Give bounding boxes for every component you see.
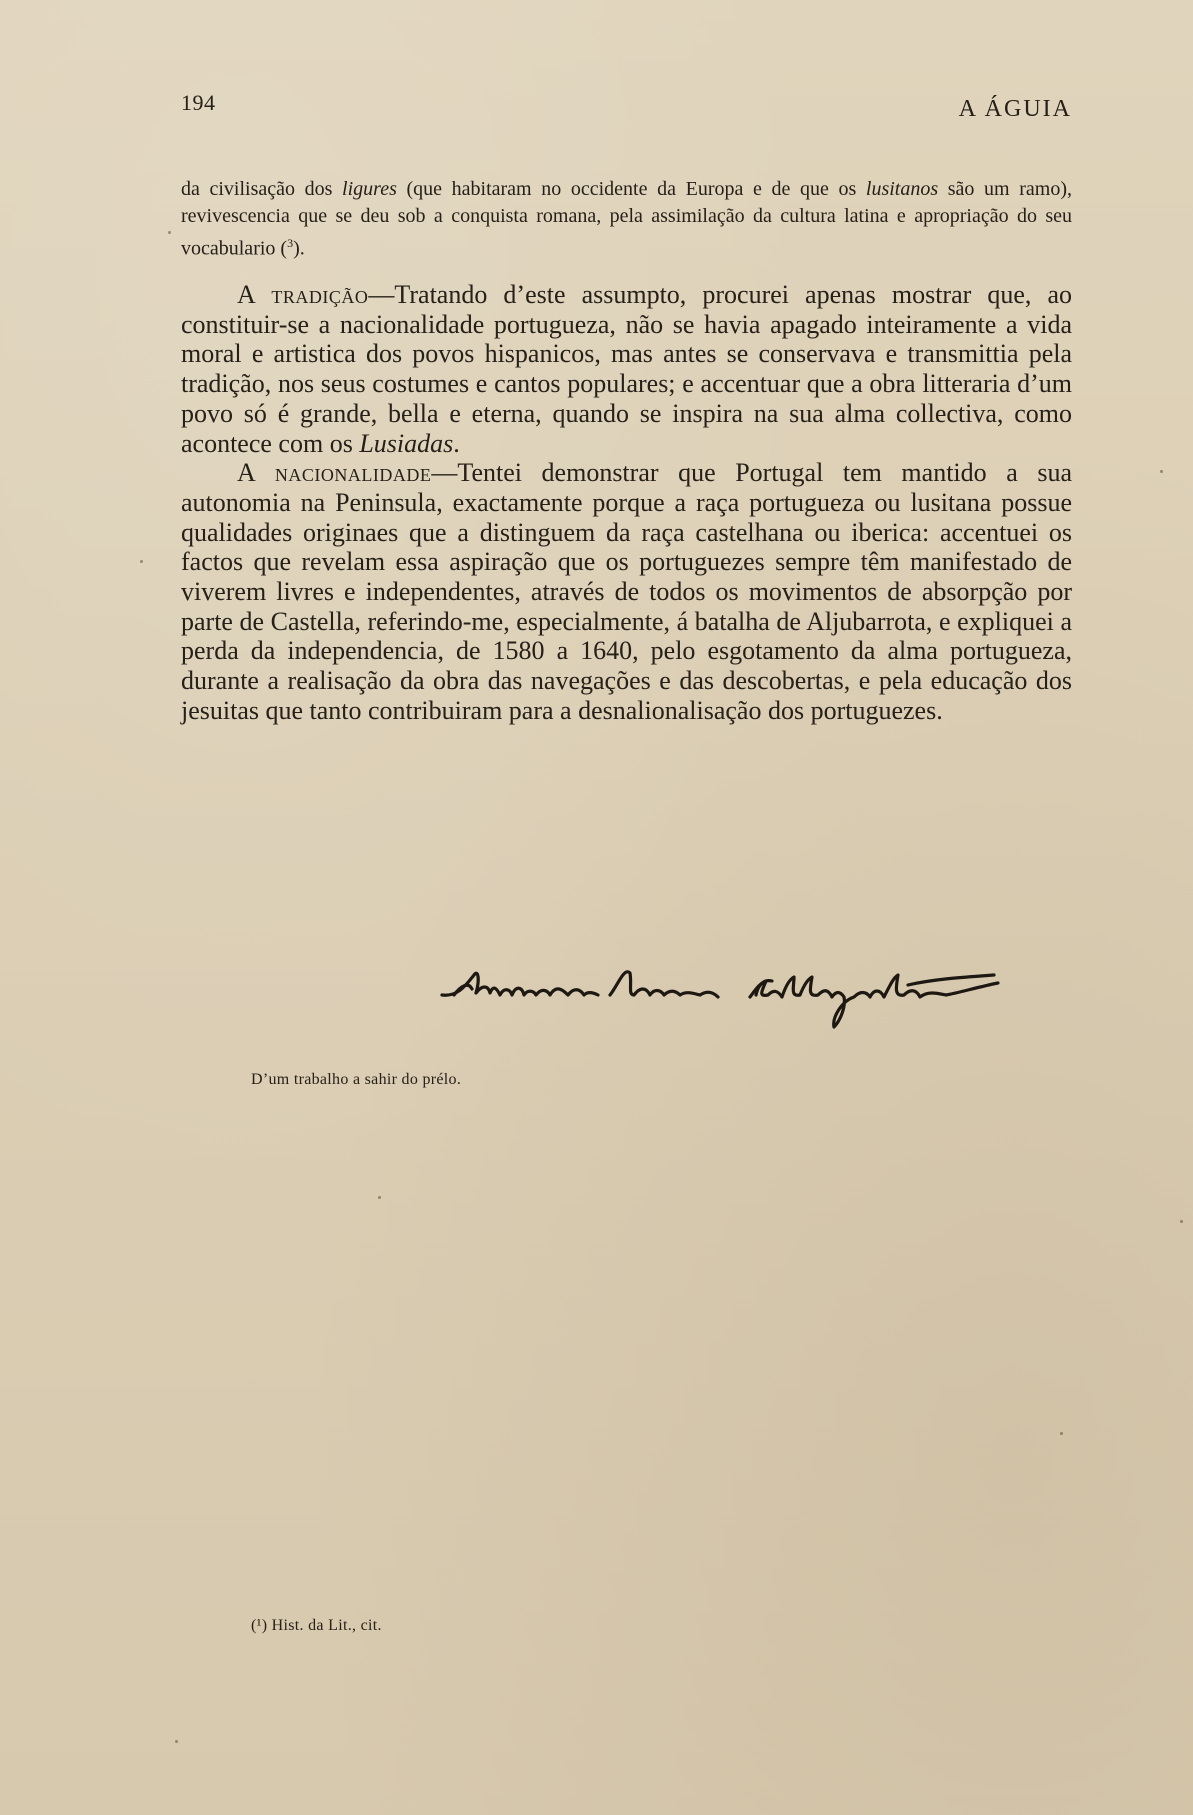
heading-nacionalidade: A nacionalidade xyxy=(237,458,432,488)
footnote-marker: (¹) xyxy=(251,1617,268,1634)
intro-ligures: ligures xyxy=(342,178,397,200)
paper-speck xyxy=(140,560,143,563)
intro-text-post: são um ramo), revivescencia que se deu sob a conquista romana, pela assimilação da cultura latina e apropriação do seu vocabulario ( xyxy=(181,178,1072,260)
paper-speck xyxy=(1060,1432,1063,1435)
intro-footnote-ref: 3 xyxy=(287,236,294,250)
body-nacionalidade: —Tentei demonstrar que Portugal tem mantido a sua autonomia na Peninsula, exactamente porque a raça portugueza ou lusitana possue qualidades originaes que a distinguem da raça castelhana ou iberica: accentuei os factos que revelam essa aspiração que os portuguezes sempre têm manifestado de viverem livres e independentes, através de todos os movimentos de absorpção por parte de Castella, referindo-me, especialmente, á batalha de Aljubarrota, e expliquei a perda da independencia, de 1580 a 1640, pelo esgotamento da alma portugueza, durante a realisação da obra das navegações e das descobertas, e pela educação dos jesuitas que tanto contribuiram para a desnalionalisação dos portuguezes. xyxy=(181,458,1072,725)
page-number: 194 xyxy=(181,90,216,115)
paragraph-tradicao xyxy=(181,280,1072,458)
main-text xyxy=(181,280,1072,726)
intro-lusitanos: lusitanos xyxy=(865,178,939,200)
paragraph-nacionalidade xyxy=(181,458,1072,725)
credit-note: D’um trabalho a sahir do prélo. xyxy=(251,1071,462,1088)
intro-text-pre: da civilisação dos xyxy=(181,178,343,200)
paper-speck xyxy=(168,231,171,234)
running-head: A ÁGUIA xyxy=(958,96,1072,122)
heading-tradicao: A tradição xyxy=(237,280,369,309)
intro-text-end: ). xyxy=(293,237,305,260)
footnote-text: Hist. da Lit., cit. xyxy=(267,1617,382,1634)
emph-lusiadas: Lusiadas xyxy=(359,428,454,458)
footnote xyxy=(251,1617,382,1635)
paper-speck xyxy=(378,1196,381,1199)
paper-speck xyxy=(1180,1220,1183,1223)
end-tradicao: . xyxy=(453,428,460,458)
body-tradicao: —Tratando d’este assumpto, procurei apenas mostrar que, ao constituir-se a nacionalidade portugueza, não se havia apagado inteiramente a vida moral e artistica dos povos hispanicos, mas antes se conservava e transmittia pela tradição, nos seus costumes e cantos populares; e accentuar que a obra litteraria d’um povo só é grande, bella e eterna, quando se inspira na sua alma collectiva, como acontece com os xyxy=(181,280,1073,458)
intro-paragraph xyxy=(181,176,1072,263)
signature-image xyxy=(438,955,1068,1035)
intro-text-mid: (que habitaram no occidente da Europa e de que os xyxy=(396,178,866,200)
paper-speck xyxy=(1160,470,1163,473)
paper-speck xyxy=(175,1740,178,1743)
signature-name: Alfredo Coelho de Magalhães xyxy=(438,1032,463,1034)
